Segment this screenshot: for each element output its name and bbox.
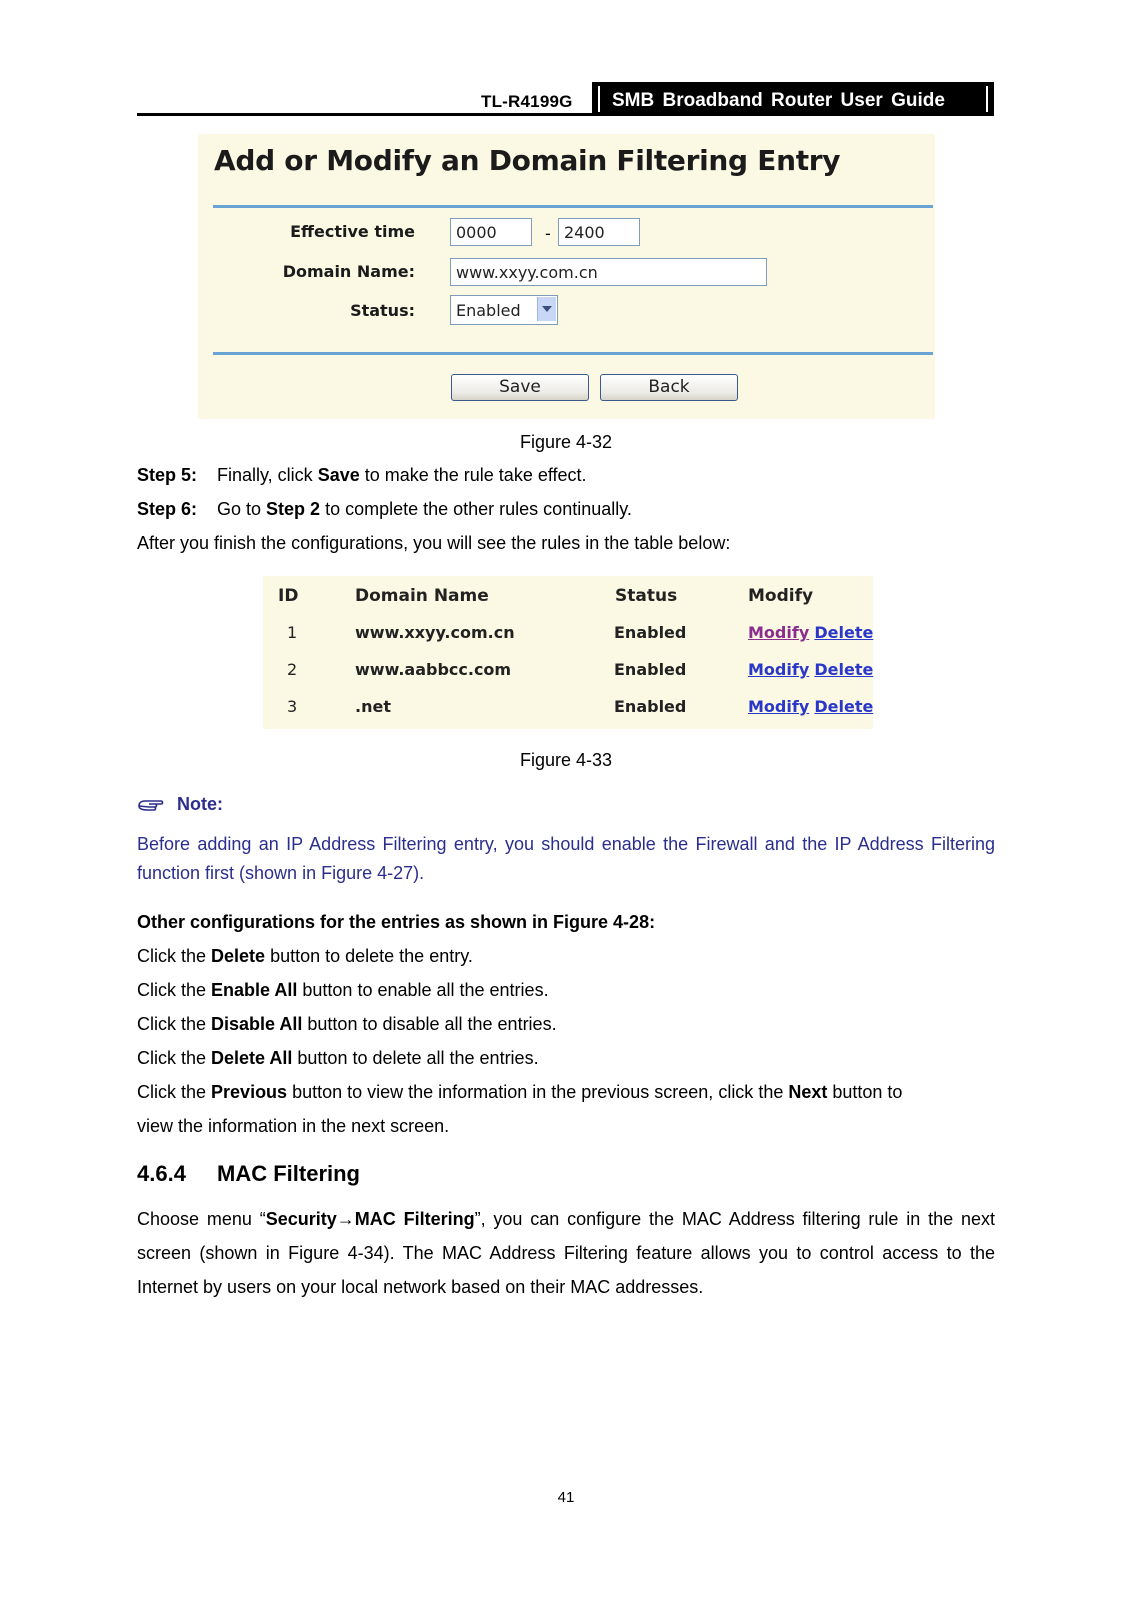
config-bold: Delete All [211, 1048, 293, 1068]
status-label: Status: [350, 301, 415, 320]
section-number: 4.6.4 [137, 1161, 186, 1186]
domain-rules-table [263, 576, 873, 729]
config-text: Click the [137, 946, 212, 966]
header-model: TL-R4199G [481, 92, 573, 111]
section-heading [137, 1161, 360, 1187]
column-header-modify: Modify [748, 586, 814, 606]
header-divider [137, 113, 994, 116]
step-text: Go to [217, 499, 267, 519]
status-select-value: Enabled [456, 301, 521, 320]
config-text: button to view the information in the previous screen, click the [287, 1082, 789, 1102]
step-bold: Step 2 [266, 499, 321, 519]
step-bold: Save [317, 465, 360, 485]
config-bold: Next [788, 1082, 828, 1102]
row-domain: .net [355, 697, 391, 716]
row-status: Enabled [614, 660, 687, 679]
modify-link[interactable]: Modify [748, 623, 810, 642]
config-line-previous-next [137, 1082, 902, 1103]
config-bold: Previous [211, 1082, 288, 1102]
figure-33-caption: Figure 4-33 [519, 750, 613, 770]
config-bold: Delete [211, 946, 266, 966]
config-line [137, 1048, 539, 1069]
config-line [137, 980, 549, 1001]
row-id: 2 [287, 660, 298, 679]
note-text: Before adding an IP Address Filtering entry, you should enable the Firewall and the IP Address Filtering function first (shown in Figure 4-27). [137, 834, 995, 883]
config-text: Click the [137, 1048, 212, 1068]
config-bold: Enable All [211, 980, 298, 1000]
config-text: button to enable all the entries. [297, 980, 549, 1000]
column-header-domain: Domain Name [355, 586, 489, 606]
other-configurations-heading: Other configurations for the entries as shown in Figure 4-28: [137, 912, 656, 932]
config-line [137, 946, 473, 967]
config-text: button to disable all the entries. [302, 1014, 557, 1034]
row-id: 1 [287, 623, 298, 642]
delete-link[interactable]: Delete [814, 660, 874, 679]
step-5 [137, 465, 587, 486]
save-button[interactable]: Save [451, 374, 589, 401]
column-header-status: Status [615, 586, 678, 606]
figure-32-caption: Figure 4-32 [519, 432, 613, 452]
row-status: Enabled [614, 697, 687, 716]
step-6 [137, 499, 632, 520]
modify-link[interactable]: Modify [748, 660, 810, 679]
chevron-down-icon[interactable] [537, 297, 556, 321]
config-text: Click the [137, 1014, 212, 1034]
section-paragraph [137, 1202, 995, 1304]
header-guide-title: SMB Broadband Router User Guide [592, 82, 994, 116]
page-number: 41 [557, 1489, 575, 1506]
step-label: Step 6: [137, 499, 198, 519]
row-id: 3 [287, 697, 298, 716]
pointing-hand-icon [137, 797, 167, 820]
config-line-continued: view the information in the next screen. [137, 1116, 450, 1136]
after-configuration-text: After you finish the configurations, you will see the rules in the table below: [137, 533, 731, 553]
menu-path: Security→MAC Filtering [265, 1209, 475, 1229]
config-text: Click the [137, 1082, 212, 1102]
section-title: MAC Filtering [217, 1161, 360, 1186]
effective-time-separator: - [545, 224, 551, 243]
domain-name-label: Domain Name: [282, 262, 415, 281]
domain-name-input[interactable]: www.xxyy.com.cn [450, 258, 767, 286]
step-label: Step 5: [137, 465, 198, 485]
status-select[interactable] [450, 295, 558, 325]
note-heading [137, 794, 223, 820]
section-text: ”, you can configure the MAC Address filtering rule in the next screen (shown in Figure 4-34). The MAC Address Filtering feature allows you to control access to the Internet by users on your local network based on their MAC addresses. [137, 1209, 995, 1297]
form-title: Add or Modify an Domain Filtering Entry [214, 144, 841, 177]
form-top-divider [213, 205, 933, 208]
effective-time-label: Effective time [290, 222, 415, 241]
row-domain: www.aabbcc.com [355, 660, 512, 679]
row-status: Enabled [614, 623, 687, 642]
config-text: Click the [137, 980, 212, 1000]
row-domain: www.xxyy.com.cn [355, 623, 515, 642]
section-text: Choose menu “ [137, 1209, 266, 1229]
form-bottom-divider [213, 352, 933, 355]
effective-time-end-input[interactable]: 2400 [558, 218, 640, 246]
domain-filter-form [198, 134, 935, 419]
config-text: button to delete the entry. [265, 946, 473, 966]
back-button[interactable]: Back [600, 374, 738, 401]
config-line [137, 1014, 557, 1035]
config-text: button to delete all the entries. [292, 1048, 539, 1068]
config-bold: Disable All [211, 1014, 303, 1034]
step-text: Finally, click [217, 465, 318, 485]
column-header-id: ID [278, 586, 299, 606]
delete-link[interactable]: Delete [814, 697, 874, 716]
effective-time-start-input[interactable]: 0000 [450, 218, 532, 246]
config-text: button to [827, 1082, 903, 1102]
note-heading-label: Note: [177, 794, 223, 814]
step-text: to make the rule take effect. [359, 465, 587, 485]
modify-link[interactable]: Modify [748, 697, 810, 716]
delete-link[interactable]: Delete [814, 623, 874, 642]
step-text: to complete the other rules continually. [320, 499, 632, 519]
